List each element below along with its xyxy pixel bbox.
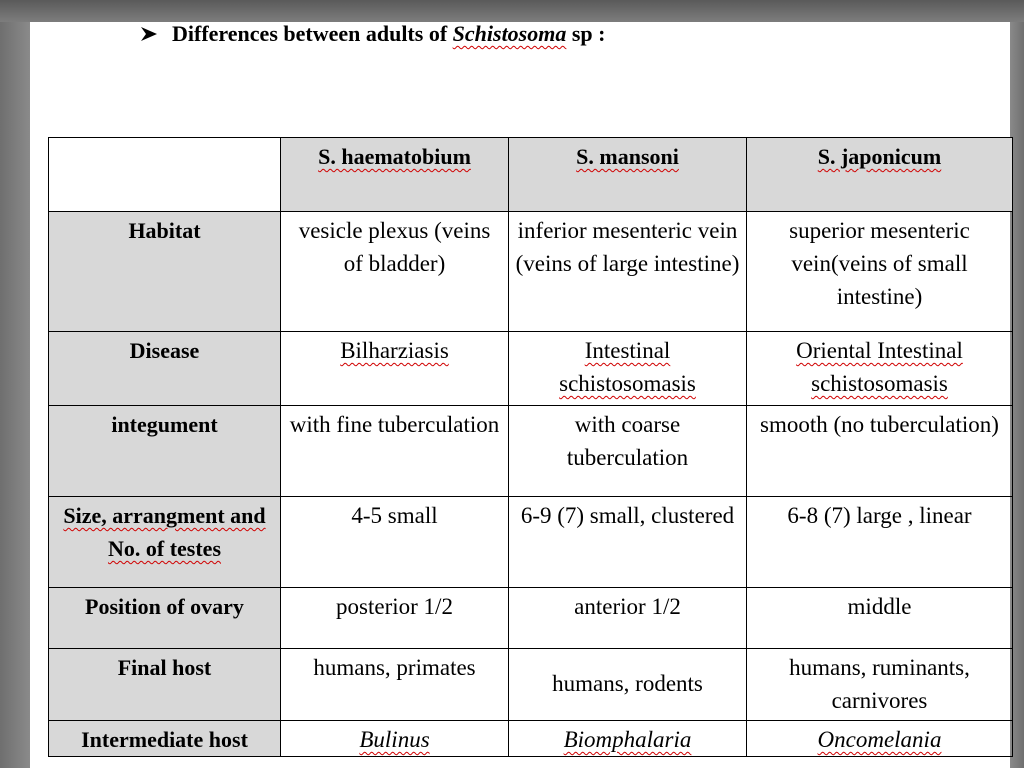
cell-ovary-haematobium: posterior 1/2 xyxy=(281,588,509,649)
heading-genus: Schistosoma xyxy=(452,21,567,46)
column-header-haematobium: S. haematobium xyxy=(281,138,509,212)
cell-testes-mansoni: 6-9 (7) small, clustered xyxy=(509,497,747,588)
row-label-testes: Size, arrangment and No. of testes xyxy=(49,497,281,588)
slide-heading xyxy=(140,22,605,46)
cell-final-host-mansoni: humans, rodents xyxy=(509,649,747,721)
table-row-integument xyxy=(49,406,1013,497)
row-label-ovary: Position of ovary xyxy=(49,588,281,649)
cell-ovary-japonicum: middle xyxy=(747,588,1013,649)
table-row-final-host xyxy=(49,649,1013,721)
arrow-bullet-icon xyxy=(140,22,158,46)
row-label-habitat: Habitat xyxy=(49,212,281,332)
cell-habitat-haematobium: vesicle plexus (veins of bladder) xyxy=(281,212,509,332)
cell-integument-mansoni: with coarse tuberculation xyxy=(509,406,747,497)
row-label-integument: integument xyxy=(49,406,281,497)
cell-disease-japonicum: Oriental Intestinal schistosomasis xyxy=(747,332,1013,406)
comparison-table xyxy=(48,137,1013,757)
slide-canvas xyxy=(30,22,1010,768)
cell-intermediate-mansoni: Biomphalaria xyxy=(509,721,747,757)
cell-habitat-mansoni: inferior mesenteric vein (veins of large intestine) xyxy=(509,212,747,332)
cell-testes-haematobium: 4-5 small xyxy=(281,497,509,588)
table-corner-cell xyxy=(49,138,281,212)
table-row-disease xyxy=(49,332,1013,406)
table-header-row xyxy=(49,138,1013,212)
cell-disease-mansoni: Intestinal schistosomasis xyxy=(509,332,747,406)
column-header-japonicum: S. japonicum xyxy=(747,138,1013,212)
cell-integument-japonicum: smooth (no tuberculation) xyxy=(747,406,1013,497)
cell-disease-haematobium: Bilharziasis xyxy=(281,332,509,406)
cell-integument-haematobium: with fine tuberculation xyxy=(281,406,509,497)
cell-habitat-japonicum: superior mesenteric vein(veins of small intestine) xyxy=(747,212,1013,332)
table-row-habitat xyxy=(49,212,1013,332)
cell-intermediate-haematobium: Bulinus xyxy=(281,721,509,757)
cell-testes-japonicum: 6-8 (7) large , linear xyxy=(747,497,1013,588)
table-row-intermediate-host xyxy=(49,721,1013,757)
heading-prefix: Differences between adults of xyxy=(172,21,448,46)
window-frame-top xyxy=(0,0,1024,22)
window-frame-left xyxy=(0,22,30,768)
column-header-mansoni: S. mansoni xyxy=(509,138,747,212)
row-label-intermediate-host: Intermediate host xyxy=(49,721,281,757)
row-label-disease: Disease xyxy=(49,332,281,406)
cell-final-host-haematobium: humans, primates xyxy=(281,649,509,721)
cell-final-host-japonicum: humans, ruminants, carnivores xyxy=(747,649,1013,721)
row-label-final-host: Final host xyxy=(49,649,281,721)
heading-suffix: sp : xyxy=(571,21,606,46)
table-row-testes xyxy=(49,497,1013,588)
cell-ovary-mansoni: anterior 1/2 xyxy=(509,588,747,649)
table-row-ovary xyxy=(49,588,1013,649)
cell-intermediate-japonicum: Oncomelania xyxy=(747,721,1013,757)
